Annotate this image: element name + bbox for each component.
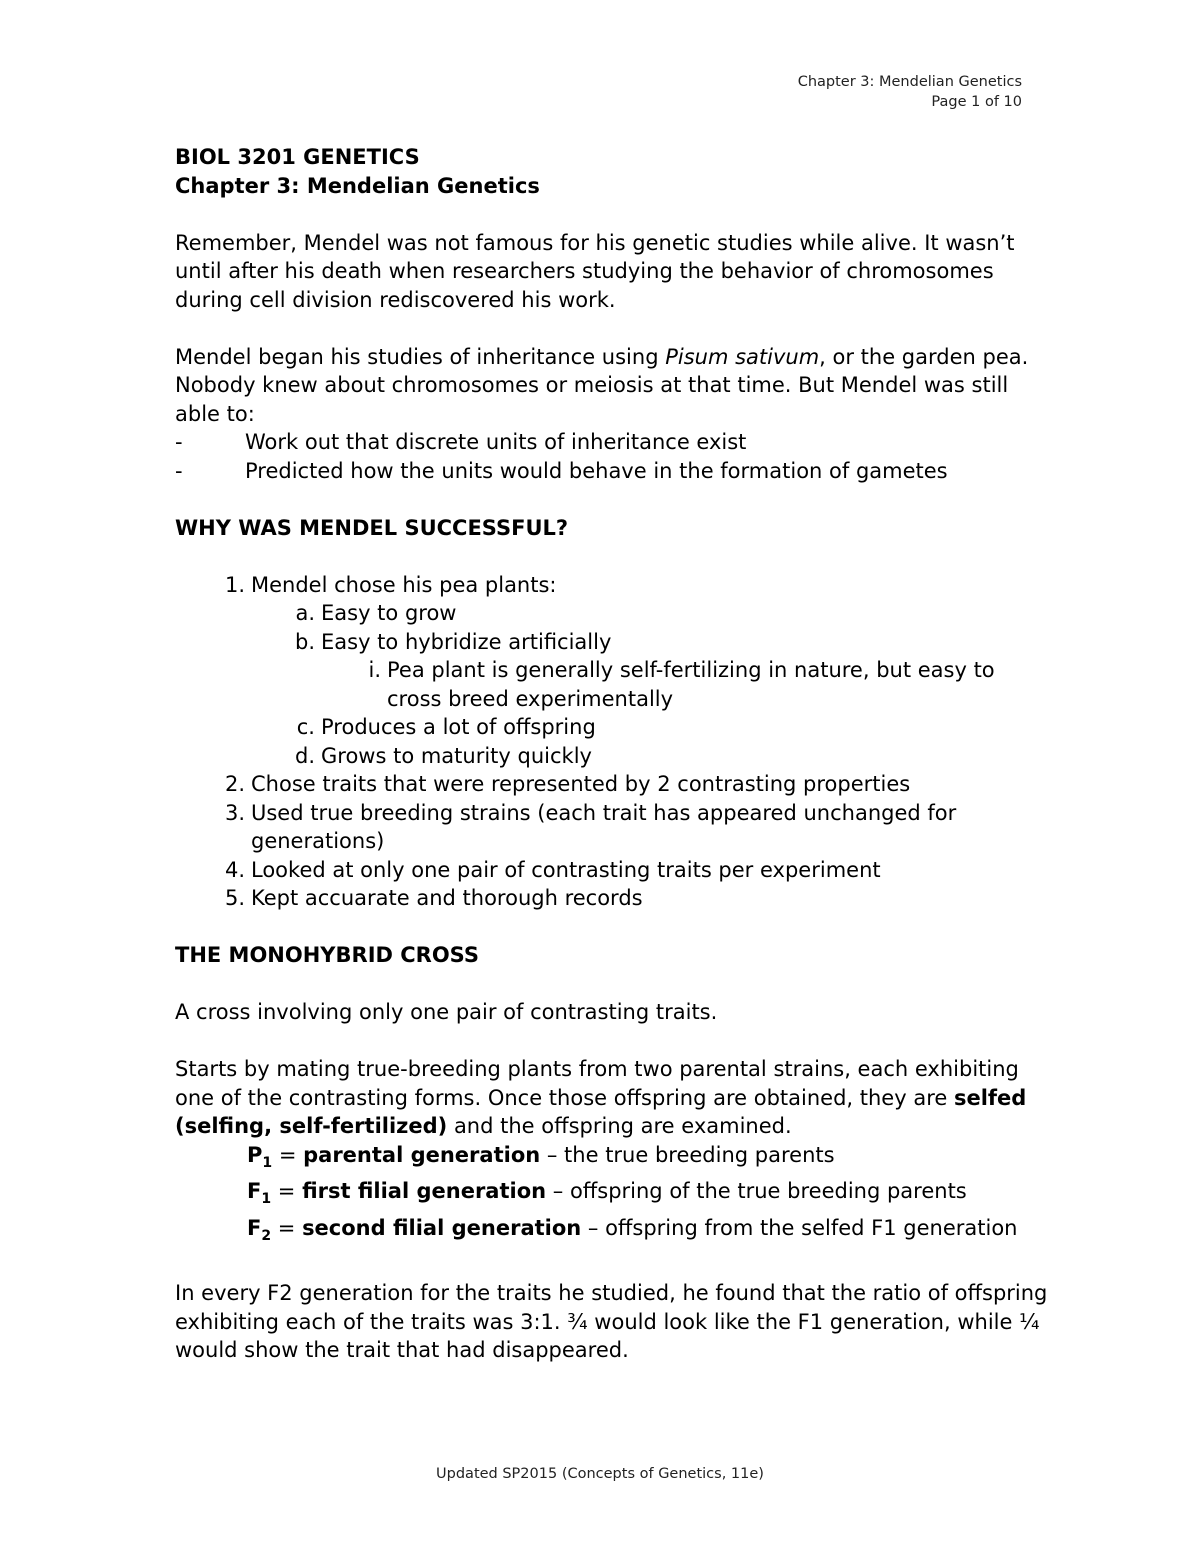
- generation-line-p1: [175, 1141, 1055, 1178]
- starts-text-1: Starts by mating true-breeding plants from two parental strains, each exhibiting one of the contrasting forms. Once those offspring are obtained, they are: [175, 1057, 1019, 1110]
- list-text: Chose traits that were represented by 2 contrasting properties: [251, 772, 911, 796]
- document-body: [175, 143, 1055, 1365]
- generation-equals: =: [271, 1179, 303, 1204]
- list-item: [175, 571, 1055, 600]
- bullet-text: Predicted how the units would behave in the formation of gametes: [245, 458, 948, 483]
- header-page-number: Page 1 of 10: [931, 94, 1022, 110]
- generation-symbol: P: [247, 1142, 263, 1167]
- generation-subscript: 1: [261, 1191, 272, 1208]
- generation-description: – offspring from the selfed F1 generation: [581, 1215, 1018, 1240]
- selfed-term: selfed (selfing, self-fertilized): [175, 1085, 1027, 1138]
- list-item: [175, 884, 1055, 913]
- generation-symbol: F: [247, 1215, 262, 1240]
- list-text: Easy to grow: [321, 601, 457, 625]
- list-item: [175, 742, 1055, 771]
- list-text: Grows to maturity quickly: [321, 743, 592, 768]
- chapter-title: Chapter 3: Mendelian Genetics: [175, 173, 540, 198]
- generation-equals: =: [272, 1142, 304, 1167]
- generation-subscript: 2: [261, 1228, 272, 1245]
- species-name: Pisum sativum: [665, 344, 820, 369]
- section-heading-success: WHY WAS MENDEL SUCCESSFUL?: [175, 515, 569, 540]
- starts-text-2: and the offspring are examined.: [447, 1114, 792, 1138]
- generation-description: – offspring of the true breeding parents: [546, 1179, 967, 1204]
- course-title: BIOL 3201 GENETICS: [175, 145, 420, 169]
- generation-line-f2: [175, 1214, 1055, 1251]
- list-marker: 4.: [224, 857, 245, 882]
- list-text: Mendel chose his pea plants:: [251, 572, 557, 597]
- generation-line-f1: [175, 1177, 1055, 1214]
- list-item: [175, 656, 1055, 713]
- list-marker: d.: [294, 743, 315, 768]
- list-marker: b.: [294, 629, 315, 654]
- section-heading-monohybrid: THE MONOHYBRID CROSS: [175, 943, 479, 967]
- generation-description: – the true breeding parents: [540, 1142, 835, 1167]
- list-text: Easy to hybridize artificially: [321, 629, 612, 654]
- list-text: Kept accuarate and thorough records: [251, 886, 643, 910]
- list-item: [175, 799, 1055, 856]
- studies-text-2: , or the garden pea. Nobody knew about chromosomes or meiosis at that time. But Mendel was still able to:: [175, 344, 1029, 426]
- bullet-text: Work out that discrete units of inheritance exist: [245, 430, 747, 454]
- list-item: [175, 856, 1055, 885]
- list-item: [175, 770, 1055, 799]
- intro-paragraph: Remember, Mendel was not famous for his genetic studies while alive. It wasn’t until after his death when researchers studying the behavior of chromosomes during cell division rediscovered his work.: [175, 230, 1015, 312]
- list-text: Produces a lot of offspring: [321, 715, 596, 739]
- generation-term: second filial generation: [302, 1215, 582, 1240]
- list-text: Pea plant is generally self-fertilizing in nature, but easy to cross breed experimentally: [387, 658, 995, 711]
- list-text: Used true breeding strains (each trait has appeared unchanged for generations): [251, 800, 957, 853]
- bullet-marker: -: [175, 458, 183, 483]
- studies-text-1: Mendel began his studies of inheritance using: [175, 344, 666, 369]
- list-item: [175, 628, 1055, 657]
- list-marker: 3.: [224, 800, 245, 825]
- list-item: [175, 713, 1055, 742]
- list-text: Looked at only one pair of contrasting traits per experiment: [251, 857, 881, 882]
- header-chapter: Chapter 3: Mendelian Genetics: [797, 74, 1022, 90]
- generation-subscript: 1: [262, 1154, 273, 1171]
- bullet-marker: -: [175, 430, 183, 454]
- studies-paragraph: [175, 343, 1055, 429]
- list-marker: 5.: [224, 886, 245, 910]
- list-marker: 1.: [224, 572, 245, 597]
- list-marker: c.: [296, 715, 315, 739]
- generation-term: first filial generation: [302, 1179, 547, 1204]
- generation-equals: =: [271, 1215, 303, 1240]
- running-header: [798, 72, 1022, 112]
- page-footer: Updated SP2015 (Concepts of Genetics, 11e): [436, 1466, 764, 1482]
- list-marker: 2.: [224, 772, 245, 796]
- bullet-item: [175, 428, 1055, 457]
- ratio-paragraph: In every F2 generation for the traits he studied, he found that the ratio of offspring exhibiting each of the traits was 3:1. ¾ would look like the F1 generation, while ¼ would show the trait that had disappeared.: [175, 1281, 1048, 1363]
- starts-paragraph: [175, 1055, 1055, 1141]
- list-item: [175, 599, 1055, 628]
- definition-paragraph: A cross involving only one pair of contrasting traits.: [175, 1000, 718, 1024]
- bullet-item: [175, 457, 1055, 486]
- list-marker: i.: [368, 658, 381, 682]
- generation-symbol: F: [247, 1179, 262, 1204]
- list-marker: a.: [295, 601, 315, 625]
- generation-term: parental generation: [303, 1142, 541, 1167]
